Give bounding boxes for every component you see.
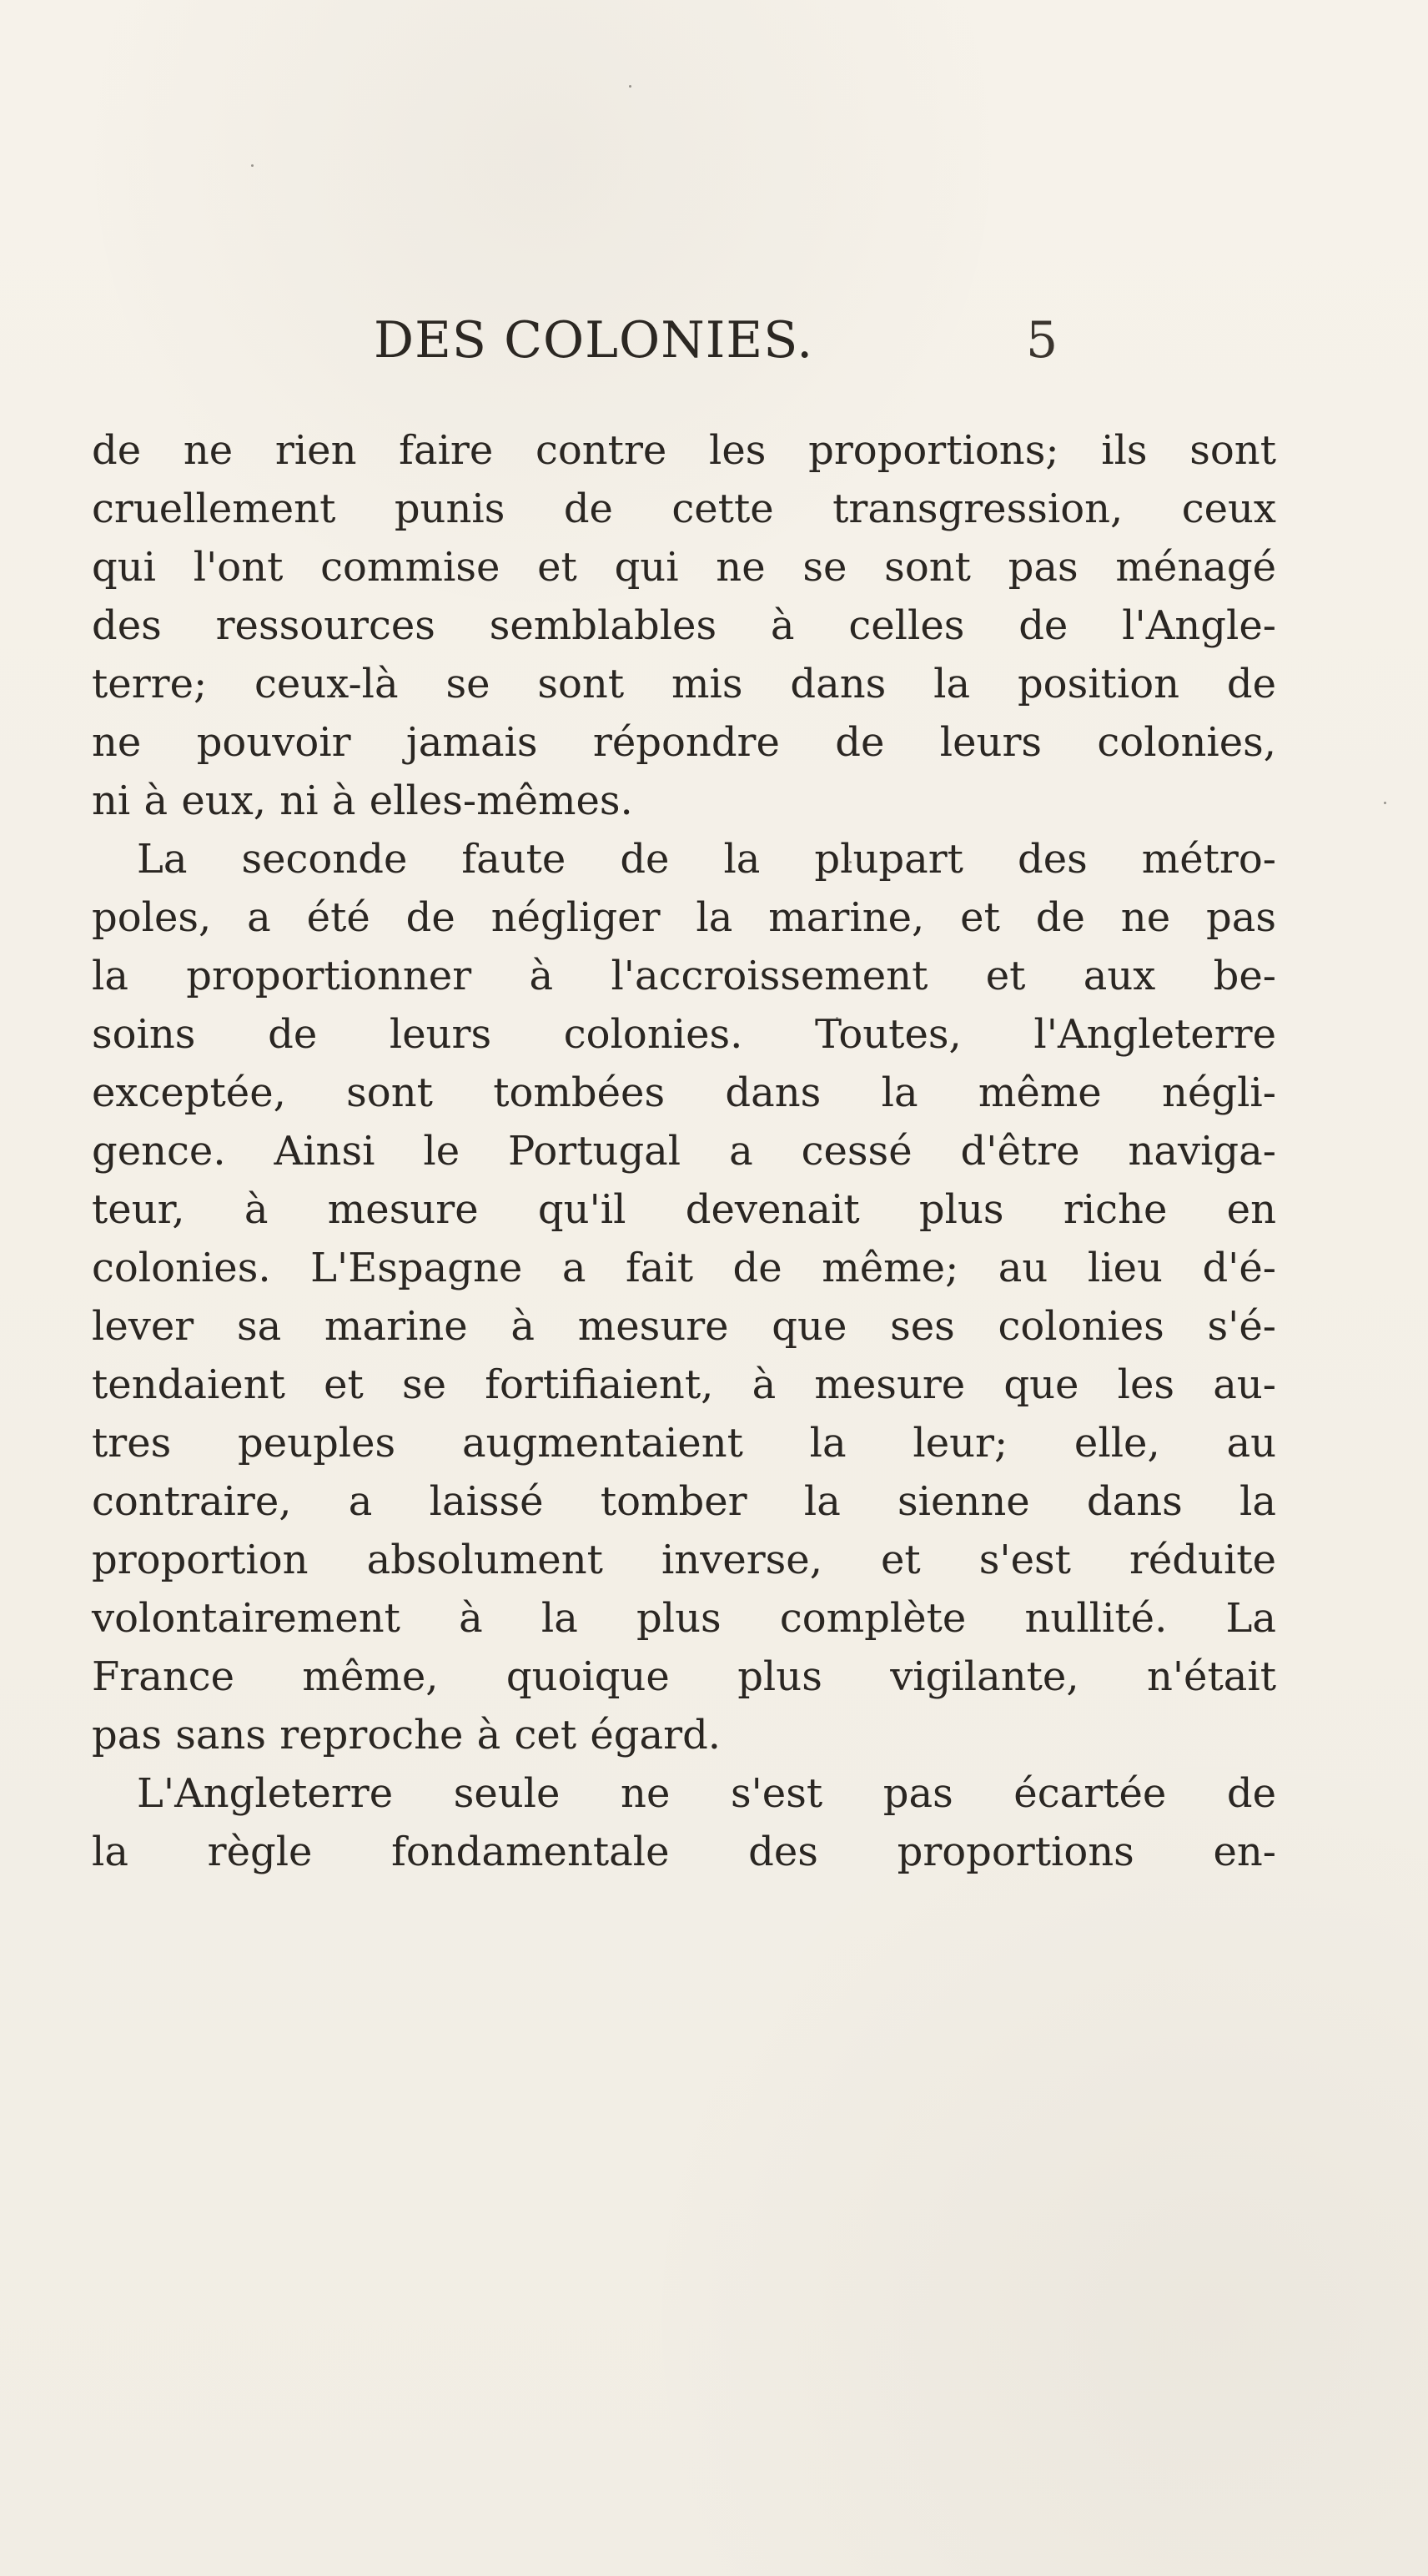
text-line: gence. Ainsi le Portugal a cessé d'être naviga- [92, 1128, 1276, 1175]
text-line: qui l'ont commise et qui ne se sont pas ménagé [92, 544, 1276, 591]
text-line: colonies. L'Espagne a fait de même; au lieu d'é- [92, 1245, 1276, 1291]
text-line: la règle fondamentale des proportions en- [92, 1829, 1276, 1875]
text-line: pas sans reproche à cet égard. [92, 1712, 722, 1758]
text-line: la proportionner à l'accroissement et aux be- [92, 953, 1276, 999]
paper-speck [1384, 802, 1386, 804]
text-line: exceptée, sont tombées dans la même négli- [92, 1069, 1276, 1116]
text-line: poles, a été de négliger la marine, et de ne pas [92, 894, 1276, 941]
text-line: teur, à mesure qu'il devenait plus riche en [92, 1186, 1276, 1233]
text-line: lever sa marine à mesure que ses colonies s'é- [92, 1303, 1276, 1350]
text-line: volontairement à la plus complète nullité. La [92, 1595, 1276, 1642]
text-line: contraire, a laissé tomber la sienne dans la [92, 1478, 1276, 1525]
text-line: tres peuples augmentaient la leur; elle, au [92, 1420, 1276, 1467]
text-line: terre; ceux-là se sont mis dans la position de [92, 661, 1276, 707]
body-text [92, 421, 1276, 1881]
text-line: La seconde faute de la plupart des métro- [137, 836, 1276, 883]
paper-speck [629, 85, 631, 88]
page-header [0, 307, 1428, 374]
paper-speck [251, 164, 254, 167]
text-line: des ressources semblables à celles de l'Angle- [92, 602, 1276, 649]
text-line: de ne rien faire contre les proportions; ils sont [92, 427, 1276, 474]
text-line: soins de leurs colonies. Toutes, l'Angleterre [92, 1011, 1276, 1058]
text-line: cruellement punis de cette transgression, ceux [92, 486, 1276, 532]
running-title: DES COLONIES. [374, 311, 814, 370]
text-line: tendaient et se fortifiaient, à mesure que les au- [92, 1361, 1276, 1408]
text-line: L'Angleterre seule ne s'est pas écartée de [137, 1770, 1276, 1817]
text-line: proportion absolument inverse, et s'est réduite [92, 1537, 1276, 1583]
text-line: France même, quoique plus vigilante, n'était [92, 1653, 1276, 1700]
text-line: ni à eux, ni à elles-mêmes. [92, 777, 633, 824]
page-number: 5 [1026, 311, 1058, 370]
text-line: ne pouvoir jamais répondre de leurs colonies, [92, 719, 1276, 766]
